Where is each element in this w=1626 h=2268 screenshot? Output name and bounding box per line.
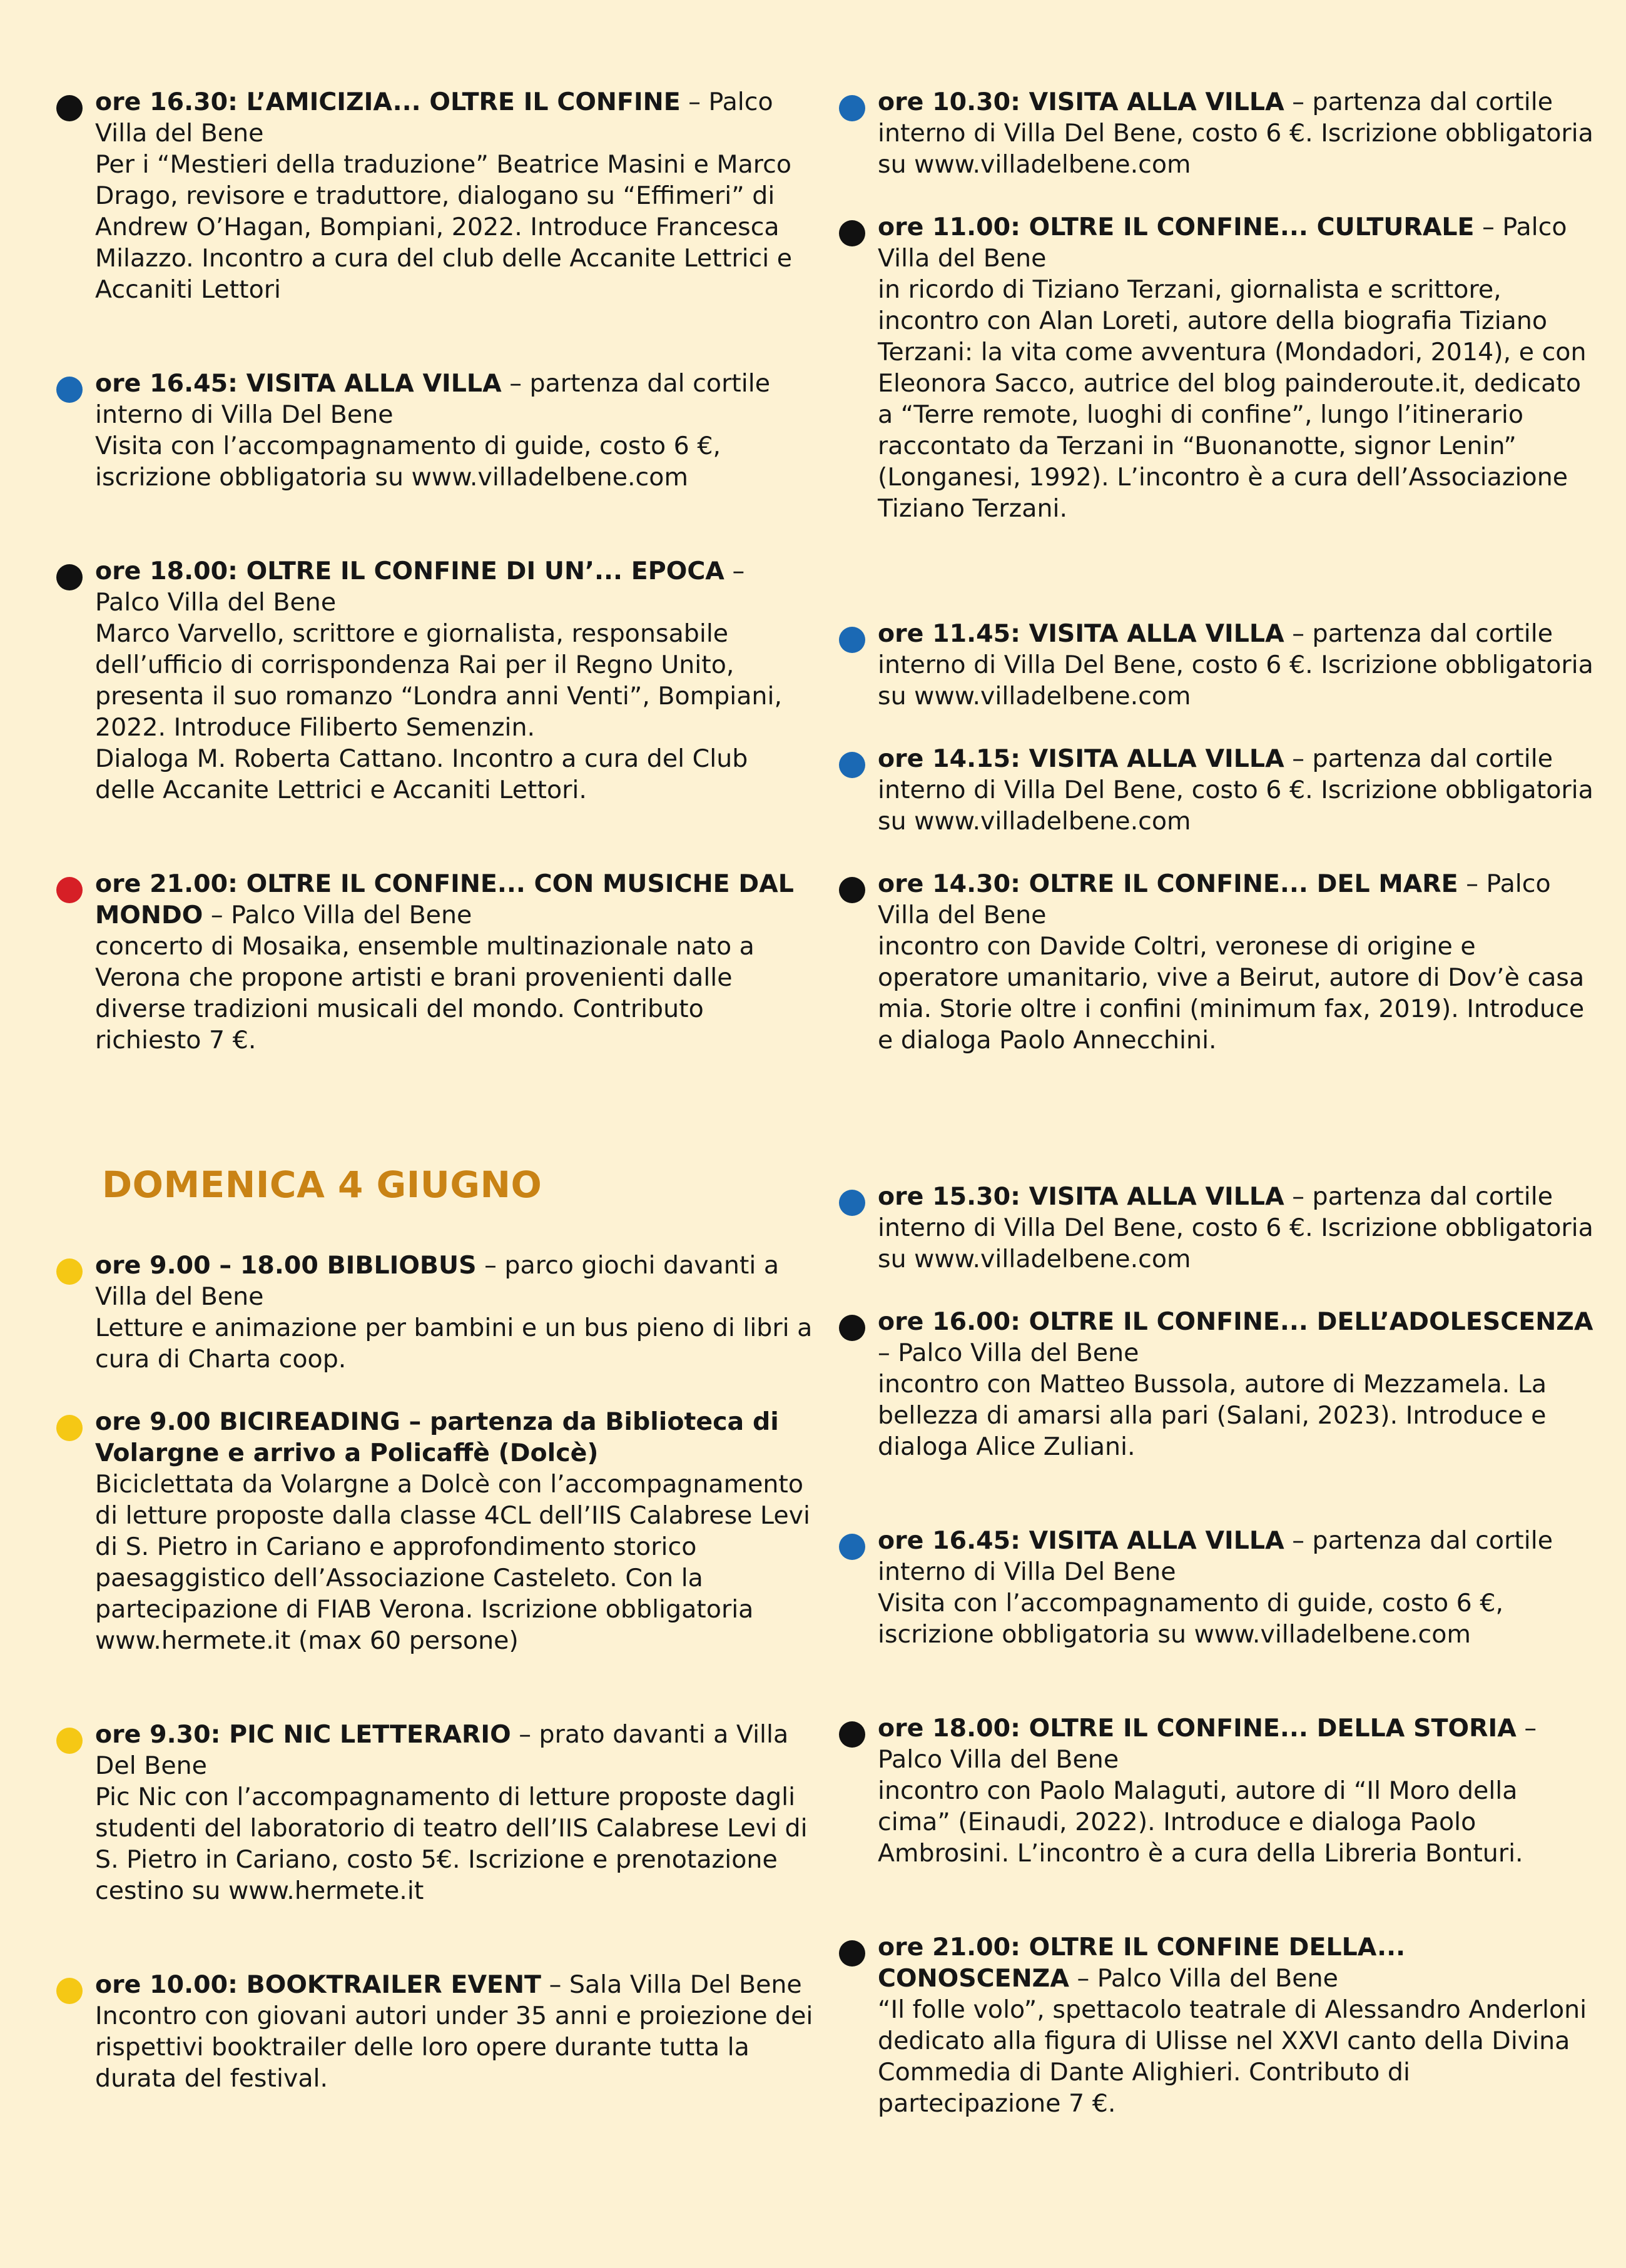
- bullet-dot-icon: [56, 1978, 83, 2004]
- event-item: [95, 1719, 815, 1906]
- event-details: – partenza dal cortile interno di Villa Del Bene Visita con l’accompagnamento di guide, costo 6 €, iscrizione obbligatoria su www.villadelbene.com: [95, 369, 771, 492]
- bullet-dot-icon: [56, 1728, 83, 1754]
- day-heading: DOMENICA 4 GIUGNO: [102, 1163, 542, 1206]
- event-title: ore 9.00 – 18.00 BIBLIOBUS: [95, 1251, 477, 1280]
- event-title: ore 11.00: OLTRE IL CONFINE... CULTURALE: [878, 213, 1475, 241]
- event-item: [95, 368, 815, 493]
- event-details: Biciclettata da Volargne a Dolcè con l’accompagnamento di letture proposte dalla classe 4CL dell’IIS Calabrese Levi di S. Pietro in Cariano e approfondimento storico paesaggistico dell’Associazione Casteleto. Con la partecipazione di FIAB Verona. Iscrizione obbligatoria www.hermete.it (max 60 persone): [95, 1470, 810, 1655]
- event-item: [95, 555, 815, 806]
- event-title: ore 16.30: L’AMICIZIA... OLTRE IL CONFINE: [95, 88, 681, 116]
- event-details: – Palco Villa del Bene Marco Varvello, scrittore e giornalista, responsabile dell’ufficio di corrispondenza Rai per il Regno Unito, presenta il suo romanzo “Londra anni Venti”, Bompiani, 2022. Introduce Filiberto Semenzin. Dialoga M. Roberta Cattano. Incontro a cura del Club delle Accanite Lettrici e Accaniti Lettori.: [95, 557, 782, 804]
- event-details: – Palco Villa del Bene incontro con Paolo Malaguti, autore di “Il Moro della cima” (Einaudi, 2022). Introduce e dialoga Paolo Ambrosini. L’incontro è a cura della Libreria Bonturi.: [878, 1714, 1537, 1868]
- bullet-dot-icon: [56, 95, 83, 121]
- bullet-dot-icon: [56, 877, 83, 903]
- event-item: [878, 1931, 1597, 2119]
- bullet-dot-icon: [839, 1190, 865, 1216]
- event-item: [878, 1306, 1597, 1462]
- bullet-dot-icon: [839, 1534, 865, 1560]
- event-details: – parco giochi davanti a Villa del Bene Letture e animazione per bambini e un bus pieno di libri a cura di Charta coop.: [95, 1251, 813, 1374]
- event-title: ore 16.45: VISITA ALLA VILLA: [95, 369, 502, 398]
- event-details: – Palco Villa del Bene Per i “Mestieri della traduzione” Beatrice Masini e Marco Drago, revisore e traduttore, dialogano su “Effimeri” di Andrew O’Hagan, Bompiani, 2022. Introduce Francesca Milazzo. Incontro a cura del club delle Accanite Lettrici e Accaniti Lettori: [95, 88, 793, 304]
- bullet-dot-icon: [56, 1415, 83, 1441]
- event-title: ore 16.45: VISITA ALLA VILLA: [878, 1526, 1284, 1555]
- bullet-dot-icon: [839, 752, 865, 778]
- event-item: [878, 1713, 1597, 1869]
- event-item: [95, 1406, 815, 1656]
- event-details: – Palco Villa del Bene incontro con Matteo Bussola, autore di Mezzamela. La bellezza di amarsi alla pari (Salani, 2023). Introduce e dialoga Alice Zuliani.: [878, 1339, 1547, 1461]
- bullet-dot-icon: [56, 1258, 83, 1285]
- bullet-dot-icon: [839, 1940, 865, 1967]
- event-title: ore 18.00: OLTRE IL CONFINE DI UN’... EPOCA: [95, 557, 724, 585]
- event-details: – partenza dal cortile interno di Villa Del Bene, costo 6 €. Iscrizione obbligatoria su www.villadelbene.com: [878, 619, 1593, 711]
- bullet-dot-icon: [839, 627, 865, 653]
- event-details: – partenza dal cortile interno di Villa Del Bene, costo 6 €. Iscrizione obbligatoria su www.villadelbene.com: [878, 744, 1593, 836]
- event-title: ore 9.00 BICIREADING – partenza da Biblioteca di Volargne e arrivo a Policaffè (Dolcè): [95, 1407, 779, 1467]
- event-details: – partenza dal cortile interno di Villa Del Bene, costo 6 €. Iscrizione obbligatoria su www.villadelbene.com: [878, 88, 1593, 179]
- event-title: ore 11.45: VISITA ALLA VILLA: [878, 619, 1284, 648]
- bullet-dot-icon: [56, 564, 83, 590]
- event-title: ore 14.15: VISITA ALLA VILLA: [878, 744, 1284, 773]
- bullet-dot-icon: [56, 377, 83, 403]
- event-title: ore 15.30: VISITA ALLA VILLA: [878, 1182, 1284, 1211]
- event-details: – partenza dal cortile interno di Villa Del Bene, costo 6 €. Iscrizione obbligatoria su www.villadelbene.com: [878, 1182, 1593, 1273]
- bullet-dot-icon: [839, 220, 865, 246]
- event-item: [95, 1250, 815, 1375]
- event-title: ore 21.00: OLTRE IL CONFINE... CON MUSICHE DAL MONDO: [95, 869, 794, 929]
- event-item: [95, 868, 815, 1056]
- bullet-dot-icon: [839, 95, 865, 121]
- event-details: – prato davanti a Villa Del Bene Pic Nic con l’accompagnamento di letture proposte dagli studenti del laboratorio di teatro dell’IIS Calabrese Levi di S. Pietro in Cariano, costo 5€. Iscrizione e prenotazione cestino su www.hermete.it: [95, 1720, 808, 1905]
- event-details: – Palco Villa del Bene incontro con Davide Coltri, veronese di origine e operatore umanitario, vive a Beirut, autore di Dov’è casa mia. Storie oltre i confini (minimum fax, 2019). Introduce e dialoga Paolo Annecchini.: [878, 869, 1585, 1055]
- event-details: – Sala Villa Del Bene Incontro con giovani autori under 35 anni e proiezione dei rispettivi booktrailer delle loro opere durante tutta la durata del festival.: [95, 1970, 813, 2093]
- event-title: ore 14.30: OLTRE IL CONFINE... DEL MARE: [878, 869, 1458, 898]
- event-item: [878, 1181, 1597, 1275]
- event-item: [878, 743, 1597, 837]
- bullet-dot-icon: [839, 1315, 865, 1341]
- event-title: ore 21.00: OLTRE IL CONFINE DELLA... CONOSCENZA: [878, 1933, 1406, 1993]
- event-title: ore 18.00: OLTRE IL CONFINE... DELLA STORIA: [878, 1714, 1517, 1743]
- event-item: [878, 1525, 1597, 1650]
- event-title: ore 16.00: OLTRE IL CONFINE... DELL’ADOLESCENZA: [878, 1307, 1593, 1336]
- event-details: – Palco Villa del Bene “Il folle volo”, spettacolo teatrale di Alessandro Anderloni dedicato alla figura di Ulisse nel XXVI canto della Divina Commedia di Dante Alighieri. Contributo di partecipazione 7 €.: [878, 1964, 1587, 2118]
- event-item: [878, 211, 1597, 524]
- bullet-dot-icon: [839, 877, 865, 903]
- bullet-dot-icon: [839, 1721, 865, 1748]
- event-details: – Palco Villa del Bene concerto di Mosaika, ensemble multinazionale nato a Verona che propone artisti e brani provenienti dalle diverse tradizioni musicali del mondo. Contributo richiesto 7 €.: [95, 901, 755, 1055]
- event-item: [878, 86, 1597, 180]
- event-item: [95, 1969, 815, 2094]
- event-details: – partenza dal cortile interno di Villa Del Bene Visita con l’accompagnamento di guide, costo 6 €, iscrizione obbligatoria su www.villadelbene.com: [878, 1526, 1553, 1649]
- event-title: ore 10.30: VISITA ALLA VILLA: [878, 88, 1284, 116]
- event-details: – Palco Villa del Bene in ricordo di Tiziano Terzani, giornalista e scrittore, incontro con Alan Loreti, autore della biografia Tiziano Terzani: la vita come avventura (Mondadori, 2014), e con Eleonora Sacco, autrice del blog painderoute.it, dedicato a “Terre remote, luoghi di confine”, lungo l’itinerario raccontato da Terzani in “Buonanotte, signor Lenin” (Longanesi, 1992). L’incontro è a cura dell’Associazione Tiziano Terzani.: [878, 213, 1587, 523]
- event-title: ore 9.30: PIC NIC LETTERARIO: [95, 1720, 511, 1749]
- event-item: [878, 618, 1597, 712]
- event-item: [878, 868, 1597, 1056]
- event-title: ore 10.00: BOOKTRAILER EVENT: [95, 1970, 542, 1999]
- event-item: [95, 86, 815, 305]
